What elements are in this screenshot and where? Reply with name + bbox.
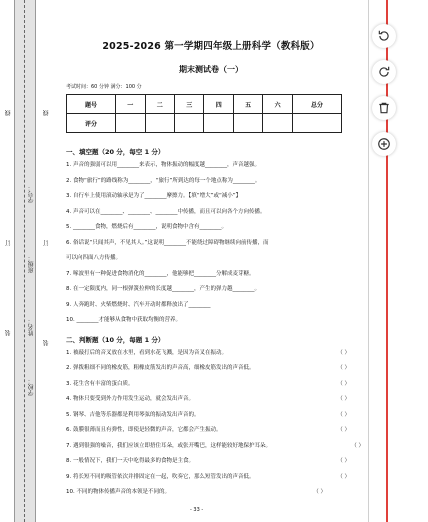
margin-field-student-id: 学号： [28,185,35,203]
answer-paren: （ ） [337,458,350,464]
score-header-cell: 总分 [292,95,341,114]
judge-question-text: 4. 物体只要受到外力作用发生运动，就会发出声音。 [66,396,194,402]
add-page-button[interactable] [372,132,396,156]
rotate-right-icon [377,65,391,79]
margin-field-class: 班级： [28,255,35,273]
fill-question: 9. 人奔跑时、火柴燃烧时、汽车开动时都释放出了________ [66,301,211,308]
exam-subtitle: 期末测试卷（一） [179,65,243,74]
page-toolbar [372,24,400,168]
margin-seal-char: 装 [5,330,12,336]
score-header-cell: 一 [116,95,145,114]
score-cell [116,114,145,133]
score-header-cell: 二 [145,95,174,114]
judge-question [66,377,356,393]
answer-paren: （ ） [337,349,350,356]
judge-question-text: 2. 弹拨粗细不同的橡皮筋，粗橡皮筋发出的声音高，细橡皮筋发出的声音低。 [66,365,255,371]
judge-question [66,423,356,439]
fill-question: 2. 食物“旅行”的路线称为________，“旅行”所到达的每一个地点称为________。 [66,177,261,184]
judge-question [66,346,356,362]
answer-paren: （ ） [313,489,326,495]
binding-cut-line [24,0,25,522]
judge-question-text: 7. 遇到很强的噪音，我们应该立即捂住耳朵，或张开嘴巴，这样能较好地保护耳朵。 [66,442,271,449]
judge-question-text: 10. 不同的物体传播声音的本领是不同的。 [66,489,170,495]
answer-paren: （ ） [337,427,350,433]
judge-question [66,485,356,501]
judge-question [66,361,356,377]
answer-paren: （ ） [337,365,350,371]
fill-question: 7. 啄波里有一种促进食物消化的________，他能够把________分解成麦芽糖。 [66,270,255,277]
fill-question: 8. 在一定限度内，同一根弹簧拉伸的长度越________，产生的弹力越________。 [66,286,260,292]
score-header-cell: 五 [233,95,262,114]
add-icon [377,137,391,151]
margin-field-name: 姓名： [28,318,35,336]
score-cell [233,114,262,133]
exam-title: 2025-2026 第一学期四年级上册科学（教科版） [102,41,320,52]
page-number: - 33 - [190,507,204,513]
judge-question-text: 5. 钢琴、吉他等乐器都是利用琴弦的振动发出声音的。 [66,411,200,418]
margin-seal-char: 线 [43,110,50,116]
delete-page-button[interactable] [372,96,396,120]
score-cell [145,114,174,133]
rotate-left-icon [377,29,391,43]
fill-question-list [66,158,356,329]
trash-icon [377,101,391,115]
judge-question-text: 3. 花生含有丰富的蛋白质。 [66,380,134,387]
score-cell [263,114,292,133]
judge-question-text: 6. 鼓膜很薄而且有弹性，即使是轻微的声音，它都会产生振动。 [66,427,222,433]
fill-question: 6. 俗话说“只闻其声，不见其人。”这说明________不能绕过障碍物继续向前传播，而 [66,239,269,246]
answer-paren: （ ） [337,396,350,402]
fill-question: 5. ________食物，燃烧后有________，说明食物中含有________。 [66,224,227,230]
fill-question: 4. 声音可以在________、________、________中传播，而且可以向各个方向传播。 [66,208,266,215]
judge-question [66,454,356,470]
score-header-cell: 三 [175,95,204,114]
score-table-header-row [67,95,342,114]
score-cell [175,114,204,133]
score-header-cell: 四 [204,95,233,114]
score-row-label: 评分 [67,114,116,133]
score-cell [292,114,341,133]
score-header-cell: 六 [263,95,292,114]
fill-section-heading: 一、填空题（20 分，每空 1 分） [66,148,165,156]
fill-question: 3. 自行车上使用滚动轴承是为了________摩擦力。【填“增大”或“减小”】 [66,193,242,199]
answer-paren: （ ） [337,380,350,387]
score-table-score-row [67,114,342,133]
answer-paren: （ ） [337,473,350,480]
judge-question-text: 8. 一般情况下，我们一天中吃得最多的食物是主食。 [66,458,194,464]
margin-seal-char: 装 [43,340,50,346]
answer-paren: （ ） [351,442,364,449]
score-table [66,94,342,133]
score-cell [204,114,233,133]
judge-question [66,470,356,486]
margin-field-school: 学校： [28,378,35,396]
judge-question-list [66,346,364,501]
judge-question-text: 9. 将长短不同的吸管依次并排固定在一起，吹奏它，那么短管发出的声音低。 [66,473,255,480]
margin-seal-char: 线 [5,110,12,116]
rotate-left-button[interactable] [372,24,396,48]
rotate-right-button[interactable] [372,60,396,84]
judge-section-heading: 二、判断题（10 分，每题 1 分） [66,335,165,344]
fill-question: 10. ________才能够从食物中获取均衡的营养。 [66,317,181,323]
fill-question-continued: 可以向四面八方传播。 [66,255,122,261]
exam-content [66,38,364,501]
judge-question-text: 1. 被敲打后的音叉放在水里，看到水花飞溅，是因为音叉在振动。 [66,349,227,356]
judge-question [66,408,356,424]
judge-question [66,392,356,408]
exam-meta: 考试时间：60 分钟 满分：100 分 [66,84,142,90]
margin-seal-char: 订 [5,240,12,246]
answer-paren: （ ） [337,411,350,418]
score-header-cell: 题号 [67,95,116,114]
judge-question [66,439,364,455]
fill-question: 1. 声音的强弱可以用________来表示，物体振动的幅度越________，声音越强。 [66,162,260,168]
margin-seal-char: 订 [43,240,50,246]
